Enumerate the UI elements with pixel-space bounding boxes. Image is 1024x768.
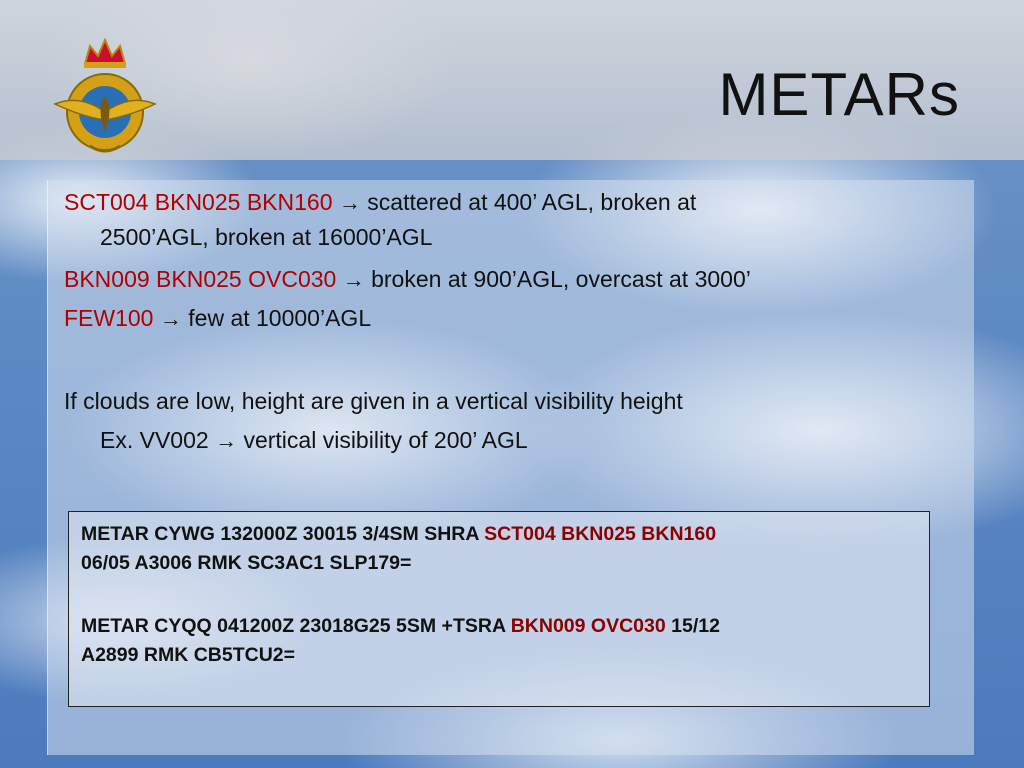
metar-cloud-group: BKN009 OVC030 xyxy=(510,615,666,637)
slide-title: METARs xyxy=(718,61,960,128)
arrow-icon: → xyxy=(159,306,182,331)
arrow-icon: → xyxy=(215,428,238,453)
metar-text: METAR CYWG 132000Z 30015 3/4SM SHRA xyxy=(81,523,479,545)
bullet-bkn009 xyxy=(64,263,751,296)
air-force-crest-logo xyxy=(50,34,160,159)
metar-example-box xyxy=(68,511,930,707)
metar-2-line-2: A2899 RMK CB5TCU2= xyxy=(81,644,296,666)
arrow-icon: → xyxy=(338,190,361,215)
bullet-text: scattered at 400’ AGL, broken at xyxy=(367,189,697,215)
example-prefix: Ex. VV002 xyxy=(100,427,209,453)
cloud-code: FEW100 xyxy=(64,305,154,331)
bullet-text: few at 10000’AGL xyxy=(188,305,372,331)
metar-text: METAR CYQQ 041200Z 23018G25 5SM +TSRA xyxy=(81,615,506,637)
metar-text: 15/12 xyxy=(671,615,720,637)
bullet-text: broken at 900’AGL, overcast at 3000’ xyxy=(371,266,751,292)
metar-1-line-2: 06/05 A3006 RMK SC3AC1 SLP179= xyxy=(81,552,412,574)
metar-2-line-1 xyxy=(81,613,720,639)
vertical-visibility-example xyxy=(100,424,528,457)
metar-cloud-group: SCT004 BKN025 BKN160 xyxy=(484,523,717,545)
cloud-code: BKN009 BKN025 OVC030 xyxy=(64,266,337,292)
bullet-sct004 xyxy=(64,186,696,219)
bullet-continuation: 2500’AGL, broken at 16000’AGL xyxy=(100,224,433,250)
vertical-visibility-text: If clouds are low, height are given in a vertical visibility height xyxy=(64,388,683,414)
example-text: vertical visibility of 200’ AGL xyxy=(243,427,528,453)
cloud-code: SCT004 BKN025 BKN160 xyxy=(64,189,333,215)
metar-1-line-1 xyxy=(81,521,716,547)
arrow-icon: → xyxy=(342,267,365,292)
bullet-few100 xyxy=(64,302,371,335)
